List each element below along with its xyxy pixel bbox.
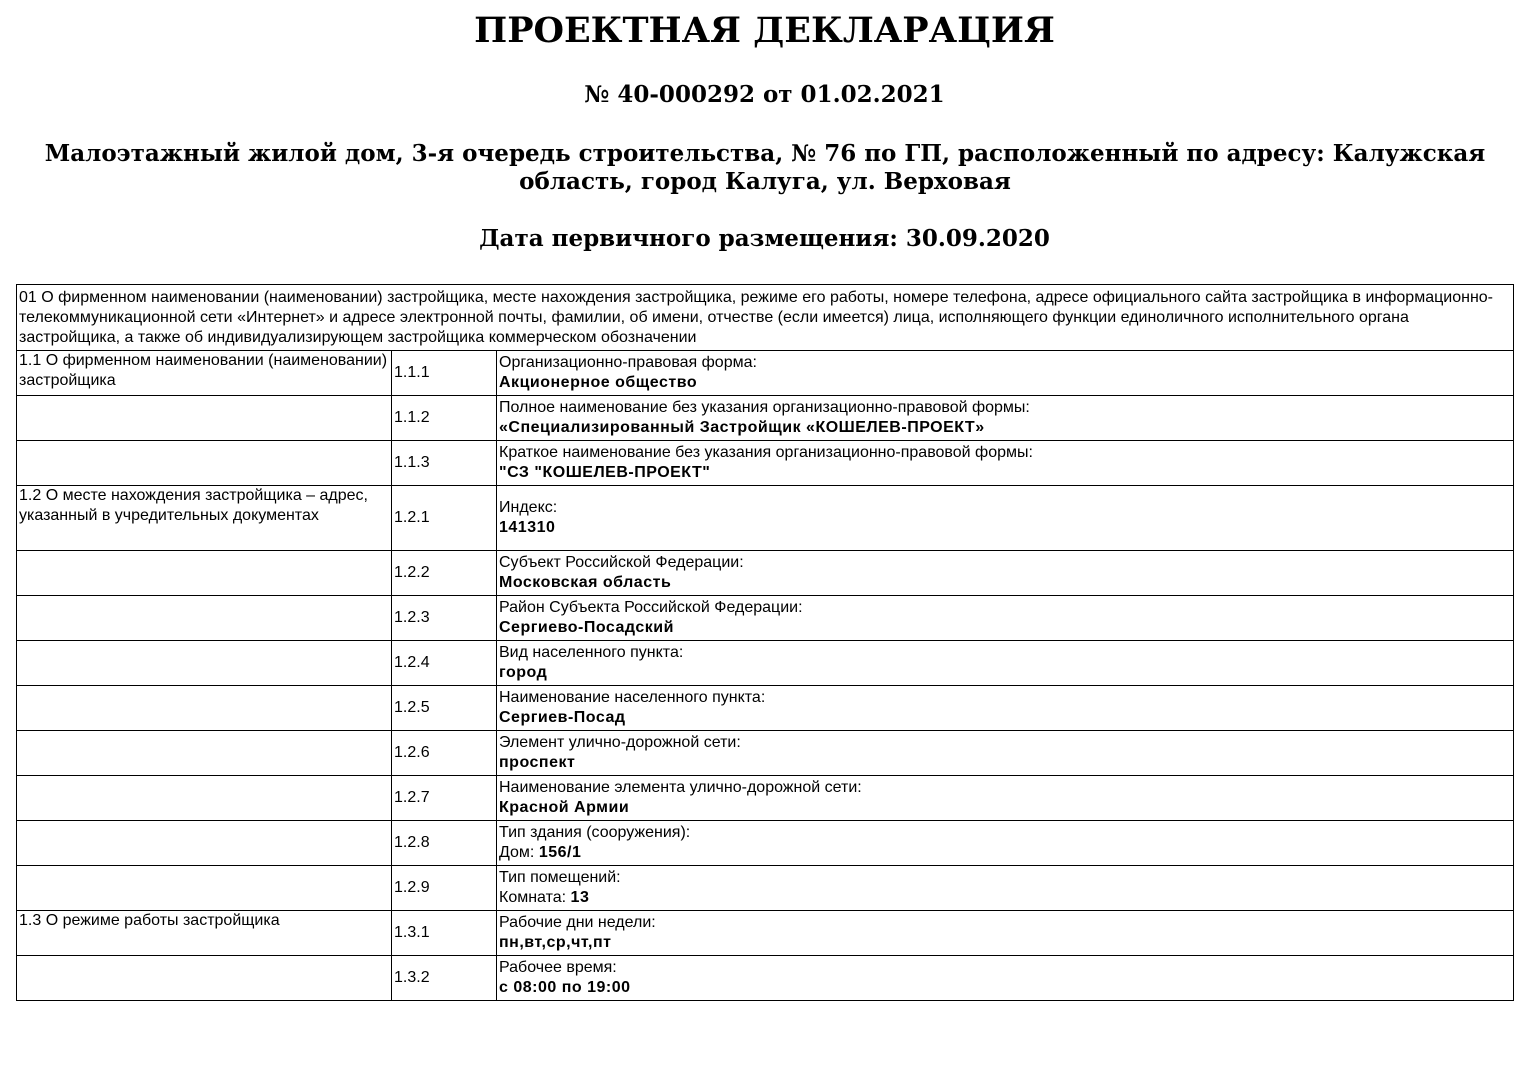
field-value-line xyxy=(499,843,1511,863)
field-value: пн,вт,ср,чт,пт xyxy=(499,934,612,951)
value-prefix: Дом: xyxy=(499,844,539,861)
content-cell xyxy=(497,866,1514,911)
table-row xyxy=(17,596,1514,641)
field-value: Сергиево-Посадский xyxy=(499,619,674,636)
table-row xyxy=(17,641,1514,686)
content-cell xyxy=(497,776,1514,821)
code-cell: 1.2.8 xyxy=(392,821,497,866)
section-cell xyxy=(17,596,392,641)
section-cell xyxy=(17,686,392,731)
code-cell: 1.1.2 xyxy=(392,396,497,441)
field-value: Акционерное общество xyxy=(499,374,698,391)
field-label: Наименование элемента улично-дорожной сети: xyxy=(499,779,862,796)
section-cell: 1.1 О фирменном наименовании (наименовании) застройщика xyxy=(17,351,392,396)
field-value-line xyxy=(499,663,1511,683)
field-value: "СЗ "КОШЕЛЕВ-ПРОЕКТ" xyxy=(499,464,711,481)
code-cell: 1.1.3 xyxy=(392,441,497,486)
section-heading-row xyxy=(17,285,1514,351)
code-cell: 1.2.2 xyxy=(392,551,497,596)
field-label: Краткое наименование без указания организационно-правовой формы: xyxy=(499,444,1033,461)
field-label: Район Субъекта Российской Федерации: xyxy=(499,599,803,616)
field-label: Тип помещений: xyxy=(499,869,621,886)
content-cell xyxy=(497,911,1514,956)
field-value-line xyxy=(499,573,1511,593)
section-cell xyxy=(17,776,392,821)
field-value-line xyxy=(499,933,1511,953)
field-label: Полное наименование без указания организационно-правовой формы: xyxy=(499,399,1030,416)
field-value-line xyxy=(499,888,1511,908)
section-cell: 1.2 О месте нахождения застройщика – адрес, указанный в учредительных документах xyxy=(17,486,392,551)
section-cell xyxy=(17,551,392,596)
content-cell xyxy=(497,441,1514,486)
table-row xyxy=(17,351,1514,396)
table-row xyxy=(17,686,1514,731)
table-row xyxy=(17,821,1514,866)
value-prefix: Комната: xyxy=(499,889,571,906)
field-value-line xyxy=(499,373,1511,393)
section-cell xyxy=(17,956,392,1001)
table-row xyxy=(17,866,1514,911)
field-value-line xyxy=(499,798,1511,818)
field-label: Тип здания (сооружения): xyxy=(499,824,691,841)
table-row xyxy=(17,551,1514,596)
code-cell: 1.2.6 xyxy=(392,731,497,776)
object-description: Малоэтажный жилой дом, 3-я очередь строительства, № 76 по ГП, расположенный по адресу: Калужская область, город Калуга, ул. Верховая xyxy=(44,140,1486,195)
content-cell xyxy=(497,686,1514,731)
field-label: Рабочие дни недели: xyxy=(499,914,656,931)
field-value-line xyxy=(499,618,1511,638)
field-value: 141310 xyxy=(499,519,556,536)
table-row xyxy=(17,776,1514,821)
field-label: Индекс: xyxy=(499,499,558,516)
field-value: Сергиев-Посад xyxy=(499,709,626,726)
section-heading: 01 О фирменном наименовании (наименовании) застройщика, месте нахождения застройщика, режиме его работы, номере телефона, адресе официального сайта застройщика в информационно-телекоммуникационной сети «Интернет» и адресе электронной почты, фамилии, об имени, отчестве (если имеется) лица, исполняющего функции единоличного исполнительного органа застройщика, а также об индивидуализирующем застройщика коммерческом обозначении xyxy=(17,285,1514,351)
code-cell: 1.2.4 xyxy=(392,641,497,686)
section-cell xyxy=(17,821,392,866)
declaration-table xyxy=(16,284,1514,1001)
code-cell: 1.2.5 xyxy=(392,686,497,731)
section-cell xyxy=(17,441,392,486)
table-row xyxy=(17,911,1514,956)
field-value: Красной Армии xyxy=(499,799,630,816)
code-cell: 1.1.1 xyxy=(392,351,497,396)
content-cell xyxy=(497,641,1514,686)
field-label: Рабочее время: xyxy=(499,959,617,976)
content-cell xyxy=(497,956,1514,1001)
content-cell xyxy=(497,596,1514,641)
table-row xyxy=(17,441,1514,486)
field-value: с 08:00 по 19:00 xyxy=(499,979,631,996)
field-value: 156/1 xyxy=(538,844,582,861)
table-row xyxy=(17,486,1514,551)
field-label: Организационно-правовая форма: xyxy=(499,354,757,371)
field-value: «Специализированный Застройщик «КОШЕЛЕВ-ПРОЕКТ» xyxy=(499,419,985,436)
field-label: Субъект Российской Федерации: xyxy=(499,554,744,571)
field-value: проспект xyxy=(499,754,576,771)
content-cell xyxy=(497,486,1514,551)
section-cell xyxy=(17,731,392,776)
content-cell xyxy=(497,351,1514,396)
section-cell xyxy=(17,866,392,911)
table-row xyxy=(17,396,1514,441)
document-title: ПРОЕКТНАЯ ДЕКЛАРАЦИЯ xyxy=(474,10,1055,51)
field-label: Наименование населенного пункта: xyxy=(499,689,766,706)
field-value: Московская область xyxy=(499,574,672,591)
field-value-line xyxy=(499,708,1511,728)
table-row xyxy=(17,956,1514,1001)
code-cell: 1.3.2 xyxy=(392,956,497,1001)
field-value-line xyxy=(499,418,1511,438)
code-cell: 1.3.1 xyxy=(392,911,497,956)
code-cell: 1.2.7 xyxy=(392,776,497,821)
field-label: Элемент улично-дорожной сети: xyxy=(499,734,741,751)
field-value-line xyxy=(499,463,1511,483)
code-cell: 1.2.9 xyxy=(392,866,497,911)
content-cell xyxy=(497,396,1514,441)
first-placement-date: Дата первичного размещения: 30.09.2020 xyxy=(479,225,1050,252)
field-value-line xyxy=(499,978,1511,998)
content-cell xyxy=(497,821,1514,866)
content-cell xyxy=(497,551,1514,596)
section-cell xyxy=(17,641,392,686)
field-value-line xyxy=(499,753,1511,773)
table-row xyxy=(17,731,1514,776)
field-value: город xyxy=(499,664,548,681)
code-cell: 1.2.1 xyxy=(392,486,497,551)
code-cell: 1.2.3 xyxy=(392,596,497,641)
declaration-number: № 40-000292 от 01.02.2021 xyxy=(584,81,945,108)
section-cell xyxy=(17,396,392,441)
section-cell: 1.3 О режиме работы застройщика xyxy=(17,911,392,956)
field-value-line xyxy=(499,518,1511,538)
field-label: Вид населенного пункта: xyxy=(499,644,684,661)
field-value: 13 xyxy=(570,889,590,906)
content-cell xyxy=(497,731,1514,776)
